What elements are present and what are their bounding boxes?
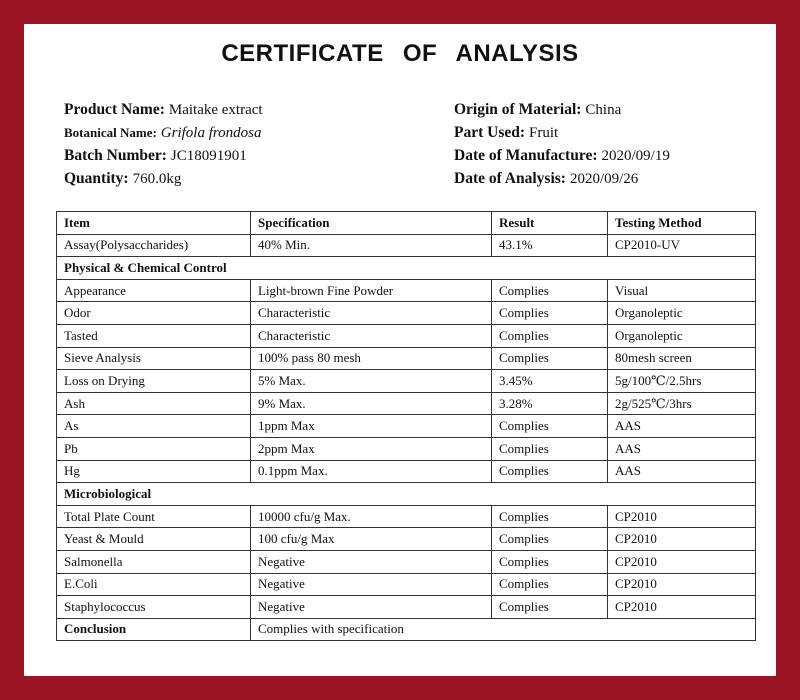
cell-result: Complies: [492, 302, 608, 325]
manufacture-date-value: 2020/09/19: [601, 148, 670, 164]
cell-specification: 1ppm Max: [251, 415, 492, 438]
table-row: [57, 505, 756, 528]
manufacture-date-label: Date of Manufacture:: [454, 147, 598, 164]
batch-number-value: JC18091901: [170, 148, 247, 164]
cell-method: AAS: [608, 415, 756, 438]
product-info: [64, 98, 263, 190]
header-item: Item: [57, 212, 251, 235]
cell-method: Organoleptic: [608, 324, 756, 347]
cell-specification: 9% Max.: [251, 392, 492, 415]
table-row: [57, 370, 756, 393]
cell-result: 3.45%: [492, 370, 608, 393]
part-used-label: Part Used:: [454, 124, 526, 141]
product-name-row: [64, 98, 263, 121]
cell-item: Salmonella: [57, 550, 251, 573]
batch-number-row: [64, 144, 263, 167]
cell-method: Organoleptic: [608, 302, 756, 325]
cell-method: CP2010-UV: [608, 234, 756, 257]
table-row: [57, 528, 756, 551]
physical-section-body: [57, 279, 756, 482]
cell-item: Yeast & Mould: [57, 528, 251, 551]
cell-item: Odor: [57, 302, 251, 325]
cell-specification: Light-brown Fine Powder: [251, 279, 492, 302]
cell-method: 2g/525℃/3hrs: [608, 392, 756, 415]
cell-item: Ash: [57, 392, 251, 415]
cell-item: Tasted: [57, 324, 251, 347]
batch-number-label: Batch Number:: [64, 147, 167, 164]
origin-label: Origin of Material:: [454, 101, 582, 118]
cell-method: Visual: [608, 279, 756, 302]
cell-result: Complies: [492, 505, 608, 528]
cell-specification: Characteristic: [251, 324, 492, 347]
quantity-value: 760.0kg: [132, 171, 182, 187]
analysis-date-label: Date of Analysis:: [454, 170, 566, 187]
section-row: [57, 257, 756, 280]
product-name-label: Product Name:: [64, 101, 165, 118]
table-row: [57, 415, 756, 438]
cell-method: CP2010: [608, 596, 756, 619]
cell-item: As: [57, 415, 251, 438]
cell-result: Complies: [492, 460, 608, 483]
cell-specification: Negative: [251, 596, 492, 619]
table-row: [57, 392, 756, 415]
origin-value: China: [585, 102, 622, 118]
table-row: [57, 279, 756, 302]
cell-specification: Negative: [251, 550, 492, 573]
cell-item: Hg: [57, 460, 251, 483]
cell-result: Complies: [492, 437, 608, 460]
cell-result: 43.1%: [492, 234, 608, 257]
cell-result: Complies: [492, 347, 608, 370]
analysis-date-value: 2020/09/26: [569, 171, 639, 187]
cell-result: Complies: [492, 279, 608, 302]
cell-item: Appearance: [57, 279, 251, 302]
cell-item: Pb: [57, 437, 251, 460]
origin-info: [454, 98, 670, 190]
table-row: [57, 573, 756, 596]
conclusion-label: Conclusion: [57, 618, 251, 641]
table-row: [57, 550, 756, 573]
cell-specification: 40% Min.: [251, 234, 492, 257]
certificate-sheet: [24, 24, 776, 676]
cell-result: 3.28%: [492, 392, 608, 415]
section-physical-chemical: Physical & Chemical Control: [57, 257, 756, 280]
analysis-table: [56, 211, 756, 641]
cell-result: Complies: [492, 573, 608, 596]
conclusion-value: Complies with specification: [251, 618, 756, 641]
botanical-name-value: Grifola frondosa: [160, 125, 262, 141]
micro-section-body: [57, 505, 756, 618]
cell-specification: 100% pass 80 mesh: [251, 347, 492, 370]
analysis-date-row: [454, 167, 670, 190]
origin-row: [454, 98, 670, 121]
cell-method: CP2010: [608, 505, 756, 528]
cell-specification: Characteristic: [251, 302, 492, 325]
quantity-row: [64, 167, 263, 190]
cell-method: 80mesh screen: [608, 347, 756, 370]
conclusion-row: [57, 618, 756, 641]
cell-item: E.Coli: [57, 573, 251, 596]
botanical-name-label: Botanical Name:: [64, 125, 157, 140]
cell-item: Sieve Analysis: [57, 347, 251, 370]
botanical-name-row: [64, 121, 263, 144]
part-used-row: [454, 121, 670, 144]
cell-specification: 2ppm Max: [251, 437, 492, 460]
header-result: Result: [492, 212, 608, 235]
table-row: [57, 347, 756, 370]
table-row: [57, 596, 756, 619]
table-row: [57, 437, 756, 460]
cell-method: AAS: [608, 437, 756, 460]
table-row: [57, 234, 756, 257]
cell-result: Complies: [492, 324, 608, 347]
cell-method: AAS: [608, 460, 756, 483]
table-header-row: [57, 212, 756, 235]
cell-item: Total Plate Count: [57, 505, 251, 528]
cell-specification: 0.1ppm Max.: [251, 460, 492, 483]
section-microbiological: Microbiological: [57, 483, 756, 506]
cell-item: Staphylococcus: [57, 596, 251, 619]
cell-specification: Negative: [251, 573, 492, 596]
product-name-value: Maitake extract: [168, 102, 263, 118]
cell-method: CP2010: [608, 573, 756, 596]
cell-specification: 10000 cfu/g Max.: [251, 505, 492, 528]
cell-result: Complies: [492, 596, 608, 619]
part-used-value: Fruit: [529, 125, 559, 141]
cell-result: Complies: [492, 528, 608, 551]
cell-result: Complies: [492, 415, 608, 438]
cell-specification: 100 cfu/g Max: [251, 528, 492, 551]
table-row: [57, 460, 756, 483]
manufacture-date-row: [454, 144, 670, 167]
cell-method: CP2010: [608, 528, 756, 551]
document-title: CERTIFICATE OF ANALYSIS: [221, 40, 579, 67]
cell-method: 5g/100℃/2.5hrs: [608, 370, 756, 393]
cell-result: Complies: [492, 550, 608, 573]
table-row: [57, 324, 756, 347]
cell-item: Loss on Drying: [57, 370, 251, 393]
cell-method: CP2010: [608, 550, 756, 573]
quantity-label: Quantity:: [64, 170, 129, 187]
header-testing-method: Testing Method: [608, 212, 756, 235]
header-specification: Specification: [251, 212, 492, 235]
table-row: [57, 302, 756, 325]
cell-item: Assay(Polysaccharides): [57, 234, 251, 257]
section-row: [57, 483, 756, 506]
cell-specification: 5% Max.: [251, 370, 492, 393]
